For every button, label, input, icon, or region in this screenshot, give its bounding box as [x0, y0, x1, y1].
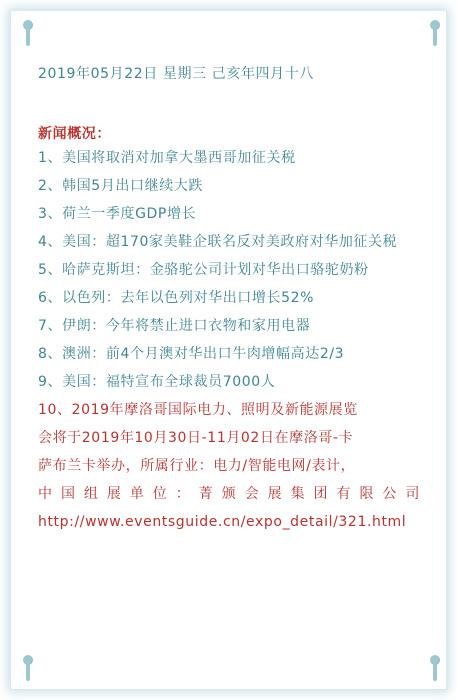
news-content — [38, 64, 420, 536]
exhibition-line: 会将于2019年10月30日-11月02日在摩洛哥-卡 — [38, 430, 354, 446]
exhibition-line: 中国组展单位：菁颁会展集团有限公司 — [38, 486, 420, 502]
news-item-exhibition — [38, 396, 420, 536]
news-item: 4、美国：超170家美鞋企联名反对美政府对华加征关税 — [38, 234, 398, 250]
section-title: 新闻概况： — [38, 126, 111, 142]
news-item: 2、韩国5月出口继续大跌 — [38, 178, 204, 194]
exhibition-line: 10、2019年摩洛哥国际电力、照明及新能源展览 — [38, 402, 358, 418]
news-item: 9、美国：福特宣布全球裁员7000人 — [38, 374, 276, 390]
news-item: 5、哈萨克斯坦：金骆驼公司计划对华出口骆驼奶粉 — [38, 262, 369, 278]
pushpin-icon — [23, 20, 33, 46]
pushpin-icon — [430, 655, 440, 681]
news-item: 1、美国将取消对加拿大墨西哥加征关税 — [38, 150, 296, 166]
news-item: 7、伊朗：今年将禁止进口衣物和家用电器 — [38, 318, 311, 334]
news-item: 8、澳洲：前4个月澳对华出口牛肉增幅高达2/3 — [38, 346, 345, 362]
pushpin-icon — [430, 20, 440, 46]
exhibition-url: http://www.eventsguide.cn/expo_detail/321.html — [38, 514, 407, 530]
date-line: 2019年05月22日 星期三 己亥年四月十八 — [38, 66, 314, 82]
news-card — [10, 10, 447, 690]
news-item: 3、荷兰一季度GDP增长 — [38, 206, 197, 222]
news-item: 6、以色列：去年以色列对华出口增长52% — [38, 290, 315, 306]
exhibition-line: 萨布兰卡举办，所属行业：电力/智能电网/表计， — [38, 458, 356, 474]
pushpin-icon — [23, 655, 33, 681]
